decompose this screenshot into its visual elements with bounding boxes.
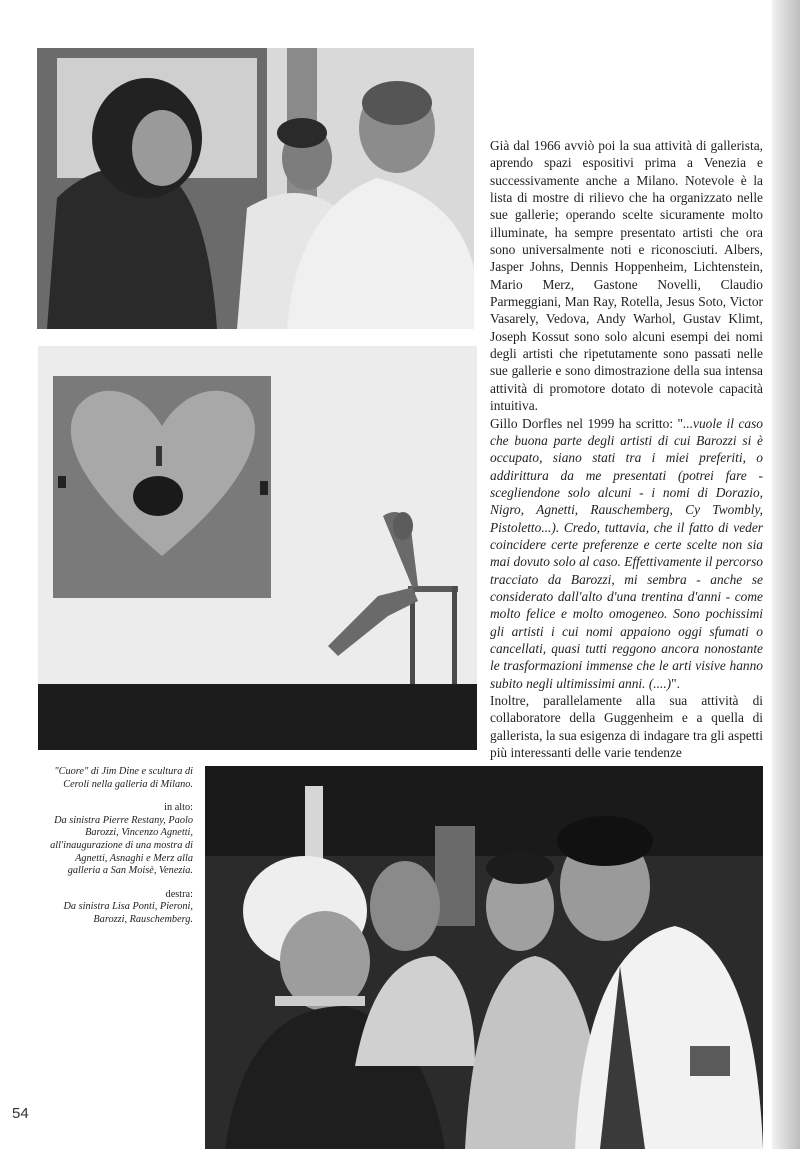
- photo-group-four: [205, 766, 763, 1149]
- quote-intro: Gillo Dorfles nel 1999 ha scritto: ": [490, 415, 683, 431]
- caption-right-photo: destra: Da sinistra Lisa Ponti, Pieroni, Barozzi, Rauschemberg.: [63, 888, 193, 925]
- photo-heart-painting: [38, 346, 477, 750]
- quote-text: ...vuole il caso che buona parte degli artisti di cui Barozzi si è occupato, siano stati tra i miei preferiti, o addirittura da me presentati (potrei fare - scegliendone solo alcuni - i nomi di Dorazio, Nigro, Agnetti, Rauschemberg, Cy Twombly, Pistoletto...). Credo, tuttavia, che il fatto di veder coincidere certe preferenze e certe scelte non sia mai dovuto solo al caso. Effettivamente il percorso tracciato da Barozzi, mi sembra - anche se considerato dall'alto d'una trentina d'anni - come molto felice e molto omogeneo. Sono pochissimi gli artisti i cui nomi appaiono oggi sfumati o cancellati, quasi tutti reggono ancora nonostante le trasformazioni immense che le arti visive hanno subito negli ultimissimi anni. (....): [490, 415, 763, 691]
- quote-end: ".: [671, 675, 680, 691]
- photo-captions: [40, 766, 193, 938]
- paragraph-dorfles-quote: [490, 415, 763, 693]
- caption-top-photo: in alto: Da sinistra Pierre Restany, Paolo Barozzi, Vincenzo Agnetti, all'inaugurazione di una mostra di Agnetti, Asnaghi e Merz alla galleria a San Moisè, Venezia.: [50, 802, 193, 877]
- paragraph-guggenheim: Inoltre, parallelamente alla sua attività di collaboratore della Guggenheim e a quella di gallerista, la sua esigenza di indagare tra gli aspetti più interessanti delle varie tendenze: [490, 693, 763, 761]
- page-edge: [772, 0, 800, 1149]
- page-number: 54: [12, 1105, 29, 1122]
- paragraph-gallery-history: Già dal 1966 avviò poi la sua attività di gallerista, aprendo spazi espositivi prima a Venezia e successivamente anche a Milano. Notevole è la lista di mostre di rilievo che ha organizzato nelle sue gallerie; operando scelte sicuramente molto illuminate, ha sempre presentato artisti che ora sono universalmente noti e riconosciuti. Albers, Jasper Johns, Dennis Hoppenheim, Lichtenstein, Mario Merz, Gastone Novelli, Claudio Parmeggiani, Man Ray, Rotella, Jesus Soto, Victor Vasarely, Vedova, Andy Warhol, Gustav Klimt, Joseph Kossut sono solo alcuni esempi dei nomi degli artisti che ripetutamente sono passati nelle sue gallerie e sono dimostrazione della sua intensa attività di promotore dotato di notevole capacità intuitiva.: [490, 138, 763, 414]
- caption-heart: "Cuore" di Jim Dine e scultura di Ceroli nella galleria di Milano.: [54, 766, 193, 790]
- photo-men-conversation: [37, 48, 474, 329]
- article-body: [490, 137, 763, 761]
